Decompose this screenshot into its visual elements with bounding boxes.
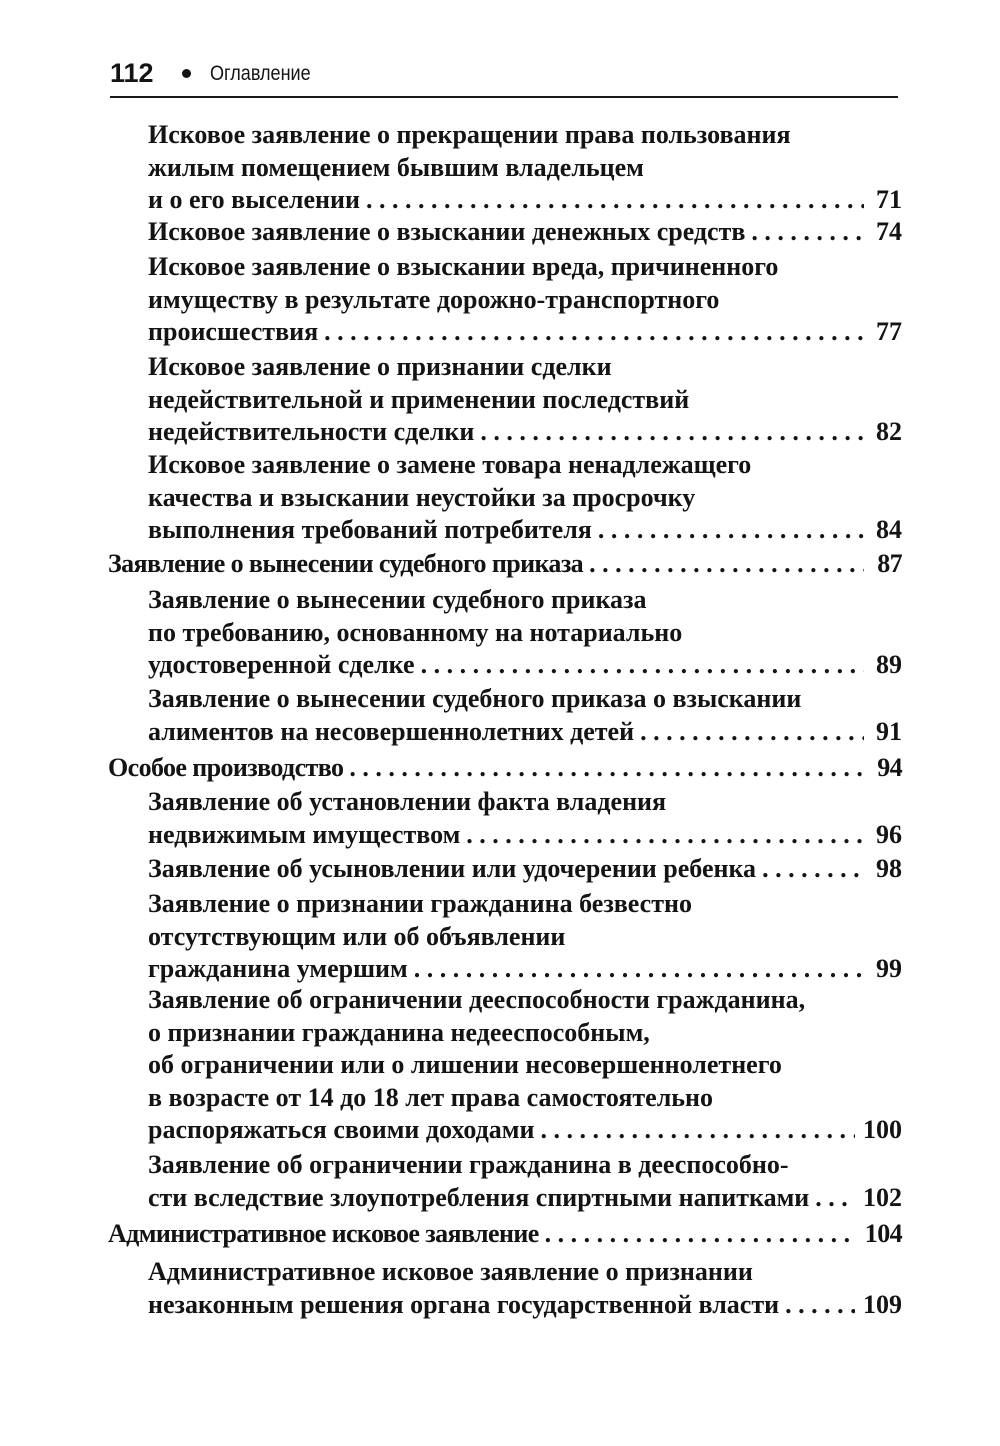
entry-line — [148, 1255, 902, 1288]
entry-line — [148, 383, 902, 416]
section-title: Особое производство — [108, 753, 344, 782]
dot-leader — [589, 547, 864, 580]
dot-leader — [324, 315, 864, 348]
dot-leader — [414, 952, 864, 985]
entry-title-line: Заявление о вынесении судебного приказа о взыскании — [148, 684, 802, 713]
entry-page-number: 74 — [876, 217, 902, 246]
entry-page-number: 94 — [877, 753, 902, 782]
entry-line — [148, 616, 902, 649]
entry-page-number: 104 — [864, 1219, 902, 1248]
entry-title-line: качества и взыскании неустойки за просрочку — [148, 482, 696, 512]
entry-title-line: недействительности сделки — [148, 417, 475, 446]
entry-title-line: недвижимым имуществом — [148, 819, 461, 849]
entry-title-line: жилым помещением бывшим владельцем — [148, 152, 644, 182]
section-title: Административное исковое заявление — [108, 1219, 539, 1248]
entry-title-line: Заявление об усыновлении или удочерении ребенка — [148, 854, 757, 883]
entry-line — [148, 151, 902, 184]
entry-line — [148, 350, 902, 383]
page-header — [110, 56, 898, 98]
entry-page-number: 84 — [876, 515, 902, 544]
entry-line — [148, 283, 902, 316]
entry-page-number: 87 — [877, 549, 902, 578]
entry-page-number: 102 — [863, 1182, 902, 1212]
dot-leader — [751, 215, 864, 248]
entry-line — [148, 648, 902, 681]
entry-line — [148, 887, 902, 920]
entry-title-line: выполнения требований потребителя — [148, 515, 592, 544]
entry-line — [148, 1113, 902, 1146]
entry-line — [148, 920, 902, 953]
entry-line — [148, 583, 902, 616]
entry-title-line: отсутствующим или об объявлении — [148, 921, 566, 951]
entry-title-line: незаконным решения органа государственной власти — [148, 1289, 780, 1319]
entry-line — [148, 682, 902, 715]
entry-title-line: Исковое заявление о признании сделки — [148, 352, 612, 381]
dot-leader — [421, 648, 864, 681]
entry-line — [148, 1081, 902, 1114]
entry-page-number: 100 — [863, 1115, 902, 1144]
entry-title-line: удостоверенной сделке — [148, 650, 415, 679]
entry-line — [148, 1181, 902, 1214]
entry-page-number: 99 — [876, 954, 902, 983]
entry-title-line: Заявление об ограничении дееспособности гражданина, — [148, 985, 806, 1014]
entry-title-line: по требованию, основанному на нотариально — [148, 617, 683, 647]
entry-line — [148, 1016, 902, 1049]
bullet-separator — [182, 69, 191, 78]
entry-title-line: имуществу в результате дорожно-транспортного — [148, 284, 720, 314]
entry-line — [148, 715, 902, 748]
dot-leader — [598, 513, 864, 546]
entry-title-line: об ограничении или о лишении несовершеннолетнего — [148, 1050, 782, 1079]
entry-page-number: 109 — [863, 1289, 902, 1319]
entry-page-number: 96 — [876, 819, 902, 849]
entry-line — [148, 983, 902, 1016]
entry-line — [148, 1048, 902, 1081]
entry-page-number: 89 — [876, 650, 902, 679]
running-title: Оглавление — [210, 62, 311, 85]
entry-title-line: Исковое заявление о замене товара ненадлежащего — [148, 450, 752, 479]
entry-title-line: Исковое заявление о взыскании вреда, причиненного — [148, 252, 779, 281]
entry-title-line: Исковое заявление о прекращении права пользования — [148, 120, 791, 149]
page-number: 112 — [110, 58, 154, 88]
entry-line — [148, 250, 902, 283]
dot-leader — [349, 751, 864, 784]
entry-title-line: гражданина умершим — [148, 954, 408, 983]
entry-line — [148, 852, 902, 885]
dot-leader — [366, 183, 864, 216]
entry-page-number: 98 — [876, 854, 902, 883]
entry-page-number: 91 — [876, 716, 902, 746]
entry-line — [148, 1288, 902, 1321]
dot-leader — [640, 715, 864, 748]
entry-title-line: недействительной и применении последствий — [148, 384, 690, 414]
entry-line — [148, 818, 902, 851]
entry-title-line: Заявление об установлении факта владения — [148, 787, 667, 816]
entry-title-line: в возрасте от 14 до 18 лет права самостоятельно — [148, 1082, 714, 1112]
entry-line — [148, 448, 902, 481]
entry-line — [108, 547, 902, 580]
entry-line — [148, 1148, 902, 1181]
entry-page-number: 77 — [876, 317, 902, 346]
entry-page-number: 82 — [876, 417, 902, 446]
entry-line — [108, 751, 902, 784]
entry-title-line: и о его выселении — [148, 185, 360, 214]
entry-title-line: о признании гражданина недееспособным, — [148, 1017, 650, 1047]
entry-line — [148, 785, 902, 818]
entry-title-line: Исковое заявление о взыскании денежных средств — [148, 217, 746, 246]
entry-title-line: сти вследствие злоупотребления спиртными напитками — [148, 1182, 810, 1212]
entry-title-line: Заявление о признании гражданина безвестно — [148, 889, 692, 918]
entry-line — [148, 183, 902, 216]
entry-title-line: распоряжаться своими доходами — [148, 1115, 535, 1144]
entry-title-line: Заявление о вынесении судебного приказа — [148, 585, 647, 614]
entry-line — [148, 315, 902, 348]
entry-line — [148, 215, 902, 248]
entry-title-line: алиментов на несовершеннолетних детей — [148, 716, 635, 746]
entry-line — [148, 481, 902, 514]
entry-line — [108, 1217, 902, 1250]
dot-leader — [541, 1113, 856, 1146]
entry-title-line: Заявление об ограничении гражданина в дееспособно- — [148, 1150, 789, 1179]
entry-line — [148, 513, 902, 546]
section-title: Заявление о вынесении судебного приказа — [108, 549, 584, 578]
entry-page-number: 71 — [876, 185, 902, 214]
entry-title-line: происшествия — [148, 317, 319, 346]
dot-leader — [545, 1217, 857, 1250]
dot-leader — [762, 852, 864, 885]
entry-line — [148, 415, 902, 448]
entry-line — [148, 118, 902, 151]
entry-line — [148, 952, 902, 985]
dot-leader — [480, 415, 864, 448]
dot-leader — [815, 1181, 855, 1214]
dot-leader — [466, 818, 864, 851]
entry-title-line: Административное исковое заявление о признании — [148, 1257, 753, 1286]
dot-leader — [785, 1288, 855, 1321]
